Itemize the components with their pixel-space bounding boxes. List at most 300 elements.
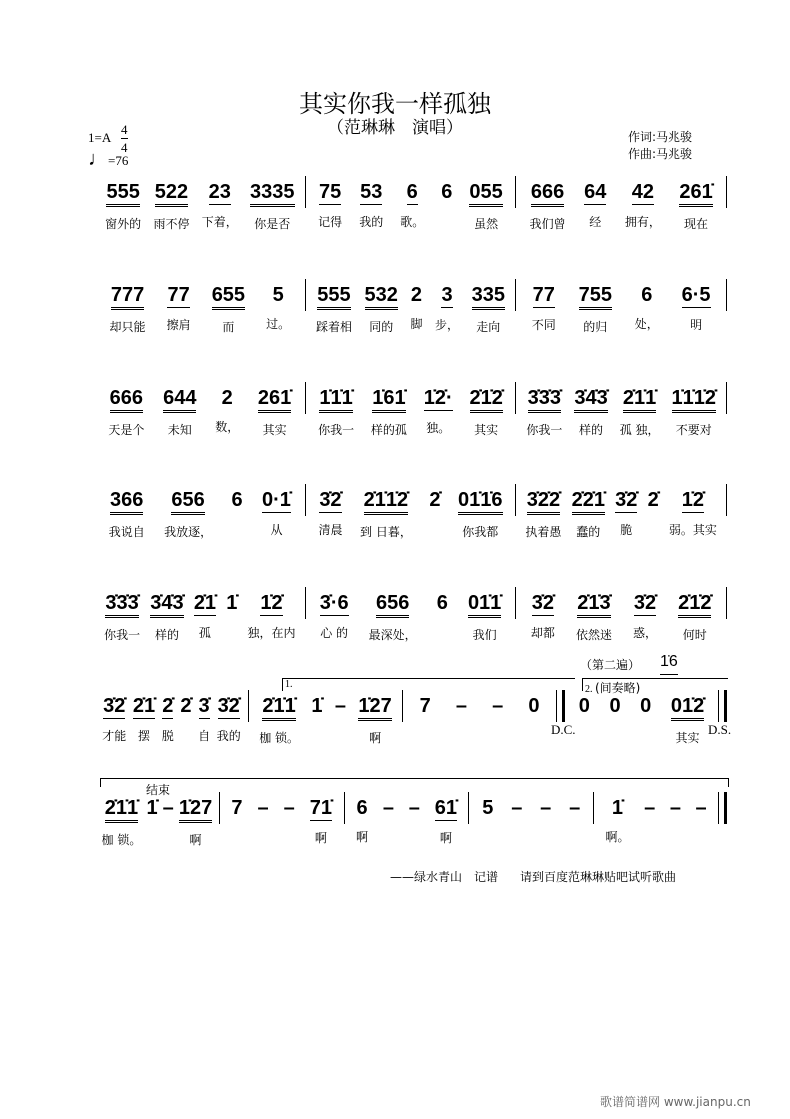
- lyric: 脚: [410, 317, 423, 331]
- lyric: 枷 锁。: [259, 731, 300, 745]
- notes: 53: [360, 181, 383, 203]
- notes: 3̇2̇: [615, 489, 638, 511]
- measure: [306, 283, 516, 335]
- notes: 5: [272, 284, 284, 306]
- note-group: [133, 694, 155, 744]
- note-group: [574, 386, 607, 438]
- note-group: [531, 591, 555, 643]
- notes: –: [695, 797, 707, 819]
- note-group: [320, 591, 349, 643]
- quarter-note-icon: ♩: [88, 148, 108, 170]
- lyric: 啊: [439, 831, 452, 845]
- notes: 2: [410, 284, 423, 306]
- lyric: 我说自: [108, 525, 145, 539]
- note-group: [400, 180, 424, 232]
- note-group: [365, 283, 398, 335]
- notes: 2̇: [647, 489, 659, 511]
- lyric: 走向: [476, 320, 501, 334]
- notes: 1̇: [226, 592, 238, 614]
- notes: 1̇: [311, 695, 323, 717]
- lyric: 却都: [530, 626, 555, 640]
- notes: 522: [155, 180, 188, 207]
- lyric: 其实: [675, 731, 700, 745]
- double-barline: [718, 792, 727, 824]
- note-group: [359, 180, 383, 232]
- note-group: [262, 488, 291, 540]
- score-line: [95, 386, 727, 438]
- note-group: [410, 283, 422, 335]
- note-group: [648, 488, 659, 540]
- lyric: 歌。: [400, 215, 425, 229]
- note-group: [316, 283, 352, 335]
- measure: [565, 694, 718, 746]
- lyric: 独。: [426, 421, 451, 435]
- measure: [516, 488, 726, 540]
- note-group: [248, 591, 296, 643]
- lyric: 孤: [198, 626, 211, 640]
- notes: 2̇1̇1̇: [105, 796, 138, 823]
- note-group: [110, 283, 146, 335]
- measure: [516, 386, 726, 438]
- barline: [726, 587, 727, 619]
- notes: 3̇2̇: [633, 592, 657, 614]
- lyric: 脆: [620, 523, 633, 537]
- notes: 3̇2̇: [217, 695, 240, 717]
- note-group: [605, 796, 629, 845]
- lyric: 天是个: [108, 423, 145, 437]
- notes: 656: [171, 488, 204, 515]
- note-group: [615, 488, 637, 540]
- note-group: [576, 591, 612, 643]
- barline: [726, 176, 727, 208]
- lyric: 其实: [262, 423, 287, 437]
- note-group: [511, 796, 522, 842]
- notes: 644: [163, 386, 196, 413]
- notes: –: [162, 797, 174, 819]
- score-line: [95, 694, 727, 746]
- notes: 2̇2̇1̇: [572, 488, 605, 515]
- notes: 1̇: [611, 797, 624, 819]
- notes: 2̇: [162, 695, 174, 717]
- note-group: [318, 488, 342, 540]
- notes: 1̇1̇1̇2̇: [672, 386, 717, 413]
- notes: –: [455, 695, 467, 717]
- lyric: 你我都: [462, 525, 499, 539]
- note-group: [579, 694, 590, 746]
- lyric: 拥有，: [624, 215, 661, 229]
- notes: 0: [609, 695, 621, 717]
- score-line: [95, 488, 727, 540]
- note-group: [266, 283, 290, 335]
- notes: 1̇27: [179, 796, 212, 823]
- notes: 2̇1̇1̇2̇: [364, 488, 409, 515]
- note-group: [231, 796, 242, 846]
- note-group: [163, 796, 174, 848]
- note-group: [217, 694, 241, 744]
- transcriber-credit: ——绿水青山 记谱: [390, 870, 499, 884]
- double-barline: [718, 690, 727, 722]
- composer: 作曲:马兆骏: [628, 147, 693, 161]
- note-group: [528, 694, 539, 740]
- note-group: [162, 694, 174, 744]
- note-group: [194, 591, 216, 643]
- notes: –: [644, 797, 656, 819]
- measure: [516, 283, 726, 335]
- lyric: 样的孤: [370, 423, 407, 437]
- lyric: 到 日暮，: [360, 525, 412, 539]
- note-group: [369, 591, 417, 643]
- notes: 6·5: [681, 284, 711, 306]
- lyric: 你我一: [526, 423, 563, 437]
- note-group: [429, 488, 440, 540]
- note-group: [109, 488, 145, 540]
- note-group: [633, 591, 657, 643]
- notes: 64: [584, 181, 607, 203]
- notes: 01̇1̇: [468, 591, 501, 618]
- notes: 2̇1̇: [132, 695, 156, 717]
- second-pass-notes: 1̇6: [660, 650, 678, 675]
- volta-second-ending: 2. (间奏略): [582, 678, 728, 691]
- note-group: [579, 283, 612, 335]
- note-group: [472, 283, 505, 335]
- notes: 1̇2̇: [260, 592, 283, 614]
- lyric: 孤 独，: [619, 423, 660, 437]
- lyricist: 作词:马兆骏: [628, 130, 693, 144]
- score-line: [95, 283, 727, 335]
- lyric: 不同: [531, 318, 556, 332]
- note-group: [435, 796, 457, 846]
- measure: [249, 694, 402, 746]
- lyric: 独，在内: [247, 626, 296, 640]
- notes: 1̇27: [358, 694, 391, 721]
- lyric: 不要对: [675, 423, 712, 437]
- note-group: [468, 591, 501, 643]
- measure: [220, 796, 344, 846]
- notes: –: [569, 797, 581, 819]
- lyric: 而: [222, 320, 235, 334]
- lyric: 最深处，: [368, 628, 417, 642]
- measure: [95, 386, 305, 438]
- note-group: [437, 591, 448, 643]
- notes: 3̇3̇3̇: [105, 591, 138, 618]
- notes: 666: [110, 386, 143, 413]
- notes: –: [492, 695, 504, 717]
- note-group: [424, 386, 453, 438]
- notes: 3̇3̇3̇: [528, 386, 561, 413]
- notes: 2̇: [429, 489, 441, 511]
- dc-mark: D.C.: [551, 722, 576, 737]
- note-group: [409, 796, 420, 846]
- measure: [516, 180, 726, 232]
- note-group: [609, 694, 620, 746]
- lyric: 自: [198, 729, 211, 743]
- lyric: 其实: [474, 423, 499, 437]
- notes: 555: [106, 180, 139, 207]
- measure: [306, 488, 516, 540]
- notes: –: [511, 797, 523, 819]
- note-group: [360, 488, 412, 540]
- lyric: 步，: [435, 318, 460, 332]
- notes: 01̇2̇: [671, 694, 704, 721]
- notes: 335: [472, 283, 505, 310]
- notes: 777: [111, 283, 144, 310]
- note-group: [679, 180, 712, 232]
- lyric: 明: [690, 318, 703, 332]
- note-group: [198, 694, 210, 744]
- note-group: [470, 386, 503, 438]
- notes: 0: [640, 695, 652, 717]
- note-group: [215, 386, 239, 438]
- notes: –: [540, 797, 552, 819]
- measure: [95, 180, 305, 232]
- notes: –: [382, 797, 394, 819]
- time-top: 4: [121, 122, 128, 137]
- note-group: [284, 796, 295, 846]
- lyric: 样的: [154, 628, 179, 642]
- note-group: [180, 694, 191, 744]
- lyric: 却只能: [109, 320, 146, 334]
- lyric: 现在: [684, 217, 709, 231]
- note-group: [696, 796, 707, 845]
- lyric: 摆: [138, 729, 151, 743]
- time-bottom: 4: [121, 140, 128, 155]
- lyric: 数，: [215, 420, 240, 434]
- measure: [95, 694, 248, 744]
- note-group: [383, 796, 394, 846]
- measure: [95, 488, 305, 540]
- notes: 656: [376, 591, 409, 618]
- lyric: 啊: [369, 731, 382, 745]
- notes: 2̇1̇2̇: [470, 386, 503, 413]
- lyric: 啊: [356, 830, 369, 844]
- notes: –: [257, 797, 269, 819]
- barline: [726, 484, 727, 516]
- barline: [726, 279, 727, 311]
- ds-mark: D.S.: [708, 722, 732, 737]
- note-group: [620, 386, 660, 438]
- notes: 3̇2̇: [531, 592, 554, 614]
- lyric: 啊: [314, 831, 327, 845]
- tempo-marking: [88, 148, 128, 171]
- singer-credit: （范琳琳 演唱）: [327, 118, 463, 138]
- lyric: 才能: [102, 729, 127, 743]
- lyric: 的归: [583, 320, 608, 334]
- note-group: [250, 180, 295, 232]
- notes: 055: [469, 180, 502, 207]
- measure: [403, 694, 556, 740]
- note-group: [335, 694, 346, 746]
- notes: 655: [212, 283, 245, 310]
- lyric: 我们: [472, 628, 497, 642]
- lyric: 下着，: [201, 215, 238, 229]
- score-line: [95, 796, 727, 848]
- lyric: 枷 锁。: [101, 833, 142, 847]
- note-group: [625, 180, 661, 232]
- notes: 3̇2̇2̇: [527, 488, 560, 515]
- notes: 6: [441, 181, 453, 203]
- lyric: 你是否: [254, 217, 291, 231]
- notes: 3335: [250, 180, 295, 207]
- notes: 6: [436, 592, 448, 614]
- lyric: 蠢的: [576, 525, 601, 539]
- lyric: 惑，: [633, 626, 658, 640]
- notes: 71̇: [309, 797, 333, 819]
- note-group: [584, 180, 606, 232]
- notes: –: [408, 797, 420, 819]
- ending-bracket: [100, 778, 729, 787]
- score-line: [95, 591, 727, 643]
- lyric: 我放逐，: [164, 525, 213, 539]
- lyric: 脱: [161, 729, 174, 743]
- listen-note: 请到百度范琳琳贴吧试听歌曲: [520, 870, 677, 884]
- lyric: 处，: [634, 317, 659, 331]
- notes: 2̇1̇2̇: [678, 591, 711, 618]
- measure: [306, 591, 516, 643]
- note-group: [259, 694, 299, 746]
- lyric: 雨不停: [153, 217, 190, 231]
- note-group: [102, 694, 126, 744]
- note-group: [532, 283, 556, 335]
- note-group: [202, 180, 238, 232]
- notes: 2: [221, 387, 233, 409]
- note-group: [420, 694, 431, 740]
- notes: –: [283, 797, 295, 819]
- notes: 77: [532, 284, 555, 306]
- note-group: [441, 180, 452, 232]
- song-title: 其实你我一样孤独: [299, 90, 491, 118]
- notes: 7: [231, 797, 243, 819]
- note-group: [635, 283, 659, 335]
- notes: 01̇1̇6: [458, 488, 503, 515]
- notes: 6: [356, 797, 368, 819]
- notes: 261̇: [679, 180, 712, 207]
- lyric: 你我一: [318, 423, 355, 437]
- note-group: [672, 386, 717, 438]
- notes: 755: [579, 283, 612, 310]
- score-line: [95, 180, 727, 232]
- note-group: [456, 694, 467, 740]
- note-group: [150, 591, 183, 643]
- note-group: [179, 796, 212, 848]
- note-group: [257, 796, 268, 846]
- measure: [594, 796, 718, 845]
- note-group: [310, 796, 332, 846]
- notes: –: [669, 797, 681, 819]
- notes: 1̇2̇·: [423, 387, 453, 409]
- note-group: [671, 694, 704, 746]
- measure: [95, 591, 305, 643]
- lyric: 依然迷: [575, 628, 612, 642]
- note-group: [682, 283, 711, 335]
- notes: 3̇4̇3̇: [150, 591, 183, 618]
- lyric: 记得: [318, 215, 343, 229]
- notes: 7: [419, 695, 431, 717]
- lyric: 何时: [682, 628, 707, 642]
- lyric: 我们曾: [529, 217, 566, 231]
- note-group: [232, 488, 243, 540]
- double-barline: [556, 690, 565, 722]
- notes: 666: [531, 180, 564, 207]
- lyric: 我的: [359, 215, 384, 229]
- note-group: [640, 694, 651, 746]
- notes: 0·1̇: [262, 489, 291, 511]
- lyric: 踩着相: [315, 320, 352, 334]
- barline: [726, 382, 727, 414]
- notes: 75: [319, 181, 342, 203]
- measure: [95, 796, 219, 848]
- notes: 1̇1̇1̇: [319, 386, 352, 413]
- notes: 6: [406, 181, 418, 203]
- measure: [345, 796, 469, 846]
- notes: 2̇1̇: [193, 592, 217, 614]
- notes: 3̇2̇: [103, 695, 126, 717]
- note-group: [482, 796, 493, 842]
- lyric: 样的: [579, 423, 604, 437]
- note-group: [358, 694, 391, 746]
- notes: 2̇1̇3̇: [577, 591, 610, 618]
- notes: 3̇·6: [319, 592, 349, 614]
- note-group: [226, 591, 237, 643]
- measure: [306, 180, 516, 232]
- notes: 366: [110, 488, 143, 515]
- note-group: [371, 386, 407, 438]
- notes: 0: [578, 695, 590, 717]
- notes: 2̇: [180, 695, 192, 717]
- note-group: [108, 386, 144, 438]
- lyric: 心 的: [320, 626, 349, 640]
- lyric: 擦肩: [166, 318, 191, 332]
- notes: 3̇: [198, 695, 210, 717]
- notes: 1̇: [146, 797, 158, 819]
- note-group: [311, 694, 322, 746]
- watermark: 歌谱简谱网 www.jianpu.cn: [600, 1095, 751, 1109]
- note-group: [104, 591, 140, 643]
- notes: 0: [528, 695, 540, 717]
- notes: 2̇1̇1̇: [623, 386, 656, 413]
- notes: 2̇1̇1̇: [262, 694, 295, 721]
- lyric: 啊。: [605, 830, 630, 844]
- lyric: 未知: [167, 423, 192, 437]
- lyric: 执着愚: [525, 525, 562, 539]
- note-group: [644, 796, 655, 845]
- note-group: [469, 180, 502, 232]
- note-group: [458, 488, 503, 540]
- lyric: 我的: [216, 729, 241, 743]
- lyric: 清晨: [318, 523, 343, 537]
- tempo-value: =76: [108, 153, 129, 168]
- end-label: 结束: [146, 783, 171, 797]
- lyric: 弱。其实: [668, 523, 717, 537]
- note-group: [530, 180, 566, 232]
- notes: 77: [167, 284, 190, 306]
- note-group: [167, 283, 191, 335]
- measure: [516, 591, 726, 643]
- note-group: [258, 386, 291, 438]
- note-group: [163, 386, 196, 438]
- lyric: 经: [589, 215, 602, 229]
- note-group: [212, 283, 245, 335]
- notes: 532: [365, 283, 398, 310]
- lyric: 啊: [189, 833, 202, 847]
- note-group: [526, 386, 562, 438]
- note-group: [102, 796, 142, 848]
- key-signature: 1=A: [88, 130, 112, 145]
- note-group: [146, 796, 157, 848]
- second-pass-label: （第二遍）: [580, 658, 641, 672]
- notes: 6: [641, 284, 653, 306]
- notes: –: [334, 695, 347, 717]
- measure: [306, 386, 516, 438]
